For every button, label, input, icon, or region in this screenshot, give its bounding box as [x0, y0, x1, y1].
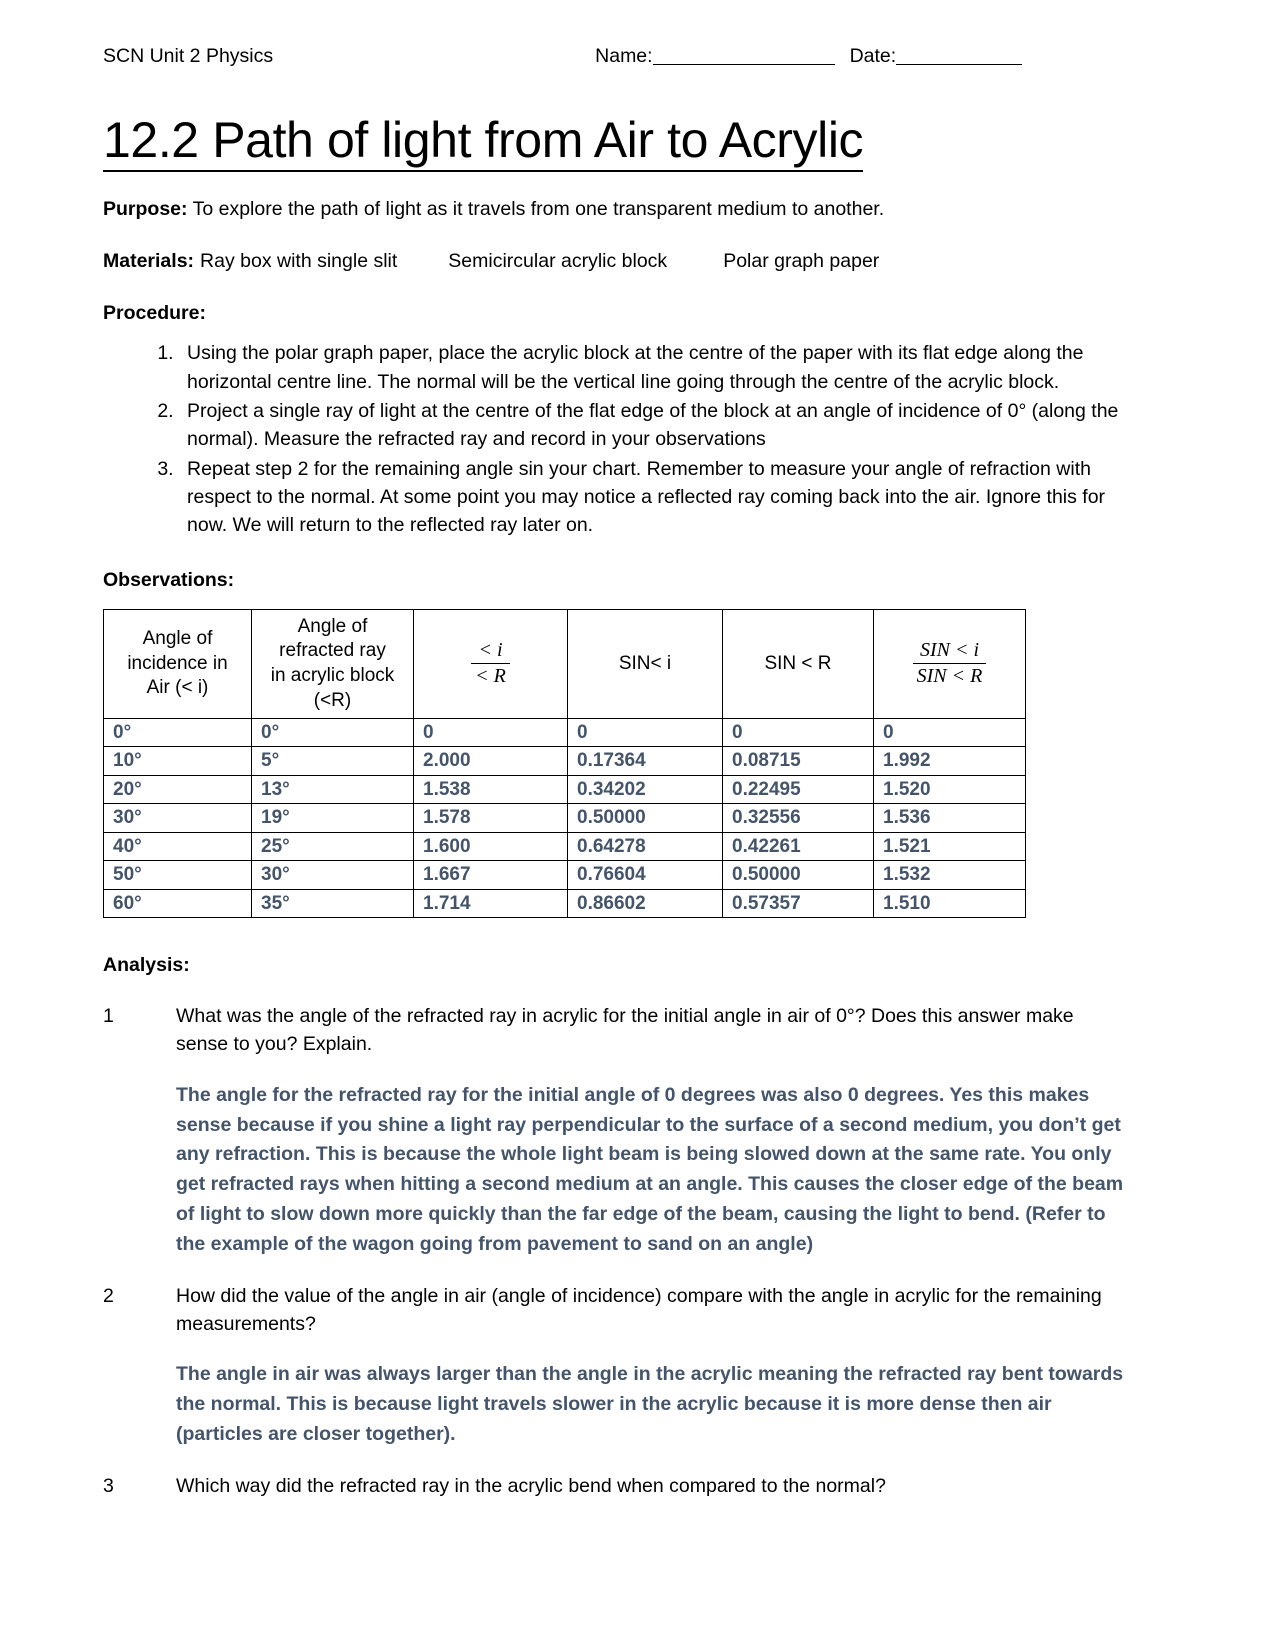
- analysis-answer-1: The angle for the refracted ray for the initial angle of 0 degrees was also 0 degrees. Yes this makes sense because if you shine a light ray perpendicular to the surface of a second medium, you don’t get any refraction. This is because the whole light beam is being slowed down at the same rate. You only get refracted rays when hitting a second medium at an angle. This causes the closer edge of the beam of light to slow down more quickly than the far edge of the beam, causing the light to bend. (Refer to the example of the wagon going from pavement to sand on an angle): [176, 1083, 1124, 1255]
- cell-sin-i[interactable]: 0: [568, 718, 723, 747]
- cell-angle-ratio[interactable]: 1.600: [414, 832, 568, 861]
- fraction-denominator: SIN < R: [913, 663, 987, 689]
- question-text: What was the angle of the refracted ray in acrylic for the initial angle in air of 0°? Does this answer make sense to you? Explain.: [176, 1005, 1074, 1056]
- cell-sine-ratio[interactable]: 1.532: [874, 861, 1026, 890]
- cell-angle-incidence[interactable]: 50°: [104, 861, 252, 890]
- cell-sine-ratio[interactable]: 1.520: [874, 775, 1026, 804]
- cell-sin-r[interactable]: 0: [723, 718, 874, 747]
- cell-sin-i[interactable]: 0.86602: [568, 889, 723, 918]
- cell-angle-refracted[interactable]: 35°: [252, 889, 414, 918]
- cell-angle-ratio[interactable]: 1.578: [414, 804, 568, 833]
- cell-angle-ratio[interactable]: 2.000: [414, 747, 568, 776]
- question-number: 3: [103, 1474, 114, 1497]
- purpose-paragraph: [103, 196, 1125, 224]
- table-row: [104, 889, 1026, 918]
- cell-angle-ratio[interactable]: 1.667: [414, 861, 568, 890]
- col-header-ratio-angles: [414, 609, 568, 718]
- cell-sin-r[interactable]: 0.42261: [723, 832, 874, 861]
- cell-sin-i[interactable]: 0.64278: [568, 832, 723, 861]
- materials-label: Materials:: [103, 250, 195, 273]
- cell-sine-ratio[interactable]: 1.510: [874, 889, 1026, 918]
- course-label: SCN Unit 2 Physics: [103, 45, 274, 67]
- table-row: [104, 747, 1026, 776]
- table-row: [104, 861, 1026, 890]
- procedure-label: Procedure:: [103, 301, 206, 324]
- cell-angle-incidence[interactable]: 10°: [104, 747, 252, 776]
- col-header-line: Angle of: [297, 615, 368, 637]
- purpose-text: To explore the path of light as it travels from one transparent medium to another.: [187, 198, 885, 221]
- date-label: Date:: [849, 45, 897, 67]
- col-header-angle-refracted: [252, 609, 414, 718]
- table-body: [104, 718, 1026, 918]
- col-header-sin-i: SIN< i: [568, 609, 723, 718]
- observations-table: [103, 609, 1026, 919]
- cell-angle-incidence[interactable]: 30°: [104, 804, 252, 833]
- cell-sin-r[interactable]: 0.08715: [723, 747, 874, 776]
- analysis-question-1: [103, 1002, 1125, 1059]
- question-number: 2: [103, 1284, 114, 1307]
- procedure-list: [103, 339, 1125, 539]
- analysis-answer-2: The angle in air was always larger than the angle in the acrylic meaning the refracted ray bent towards the normal. This is because light travels slower in the acrylic because it is more dense then air (particles are closer together).: [176, 1363, 1124, 1445]
- procedure-step: 3. Repeat step 2 for the remaining angle sin your chart. Remember to measure your angle of refraction with respect to the normal. At some point you may notice a reflected ray coming back into the air. Ignore this for now. We will return to the reflected ray later on.: [179, 455, 1125, 540]
- cell-sin-i[interactable]: 0.50000: [568, 804, 723, 833]
- cell-angle-incidence[interactable]: 40°: [104, 832, 252, 861]
- purpose-label: Purpose:: [103, 198, 188, 221]
- cell-angle-incidence[interactable]: 60°: [104, 889, 252, 918]
- fraction-angle-ratio: [471, 639, 510, 689]
- cell-angle-refracted[interactable]: 25°: [252, 832, 414, 861]
- materials-paragraph: [103, 248, 1125, 276]
- col-header-sin-r: SIN < R: [723, 609, 874, 718]
- document-header: [103, 44, 1125, 68]
- page-title: 12.2 Path of light from Air to Acrylic: [103, 112, 863, 172]
- fraction-numerator: SIN < i: [919, 638, 980, 661]
- cell-sine-ratio[interactable]: 0: [874, 718, 1026, 747]
- col-header-line: refracted ray: [279, 640, 386, 662]
- cell-angle-refracted[interactable]: 19°: [252, 804, 414, 833]
- cell-sin-i[interactable]: 0.34202: [568, 775, 723, 804]
- cell-angle-ratio[interactable]: 0: [414, 718, 568, 747]
- col-header-ratio-sines: [874, 609, 1026, 718]
- analysis-question-2: [103, 1282, 1125, 1339]
- analysis-label: Analysis:: [103, 954, 190, 977]
- cell-angle-incidence[interactable]: 20°: [104, 775, 252, 804]
- cell-sine-ratio[interactable]: 1.536: [874, 804, 1026, 833]
- col-header-line: Air (< i): [146, 677, 209, 699]
- cell-angle-ratio[interactable]: 1.714: [414, 889, 568, 918]
- name-blank-line[interactable]: [653, 63, 835, 65]
- col-header-line: (<R): [313, 689, 352, 711]
- table-row: [104, 718, 1026, 747]
- question-text: How did the value of the angle in air (angle of incidence) compare with the angle in acrylic for the remaining measurements?: [176, 1284, 1102, 1335]
- cell-angle-refracted[interactable]: 0°: [252, 718, 414, 747]
- cell-angle-incidence[interactable]: 0°: [104, 718, 252, 747]
- col-header-line: incidence in: [127, 652, 228, 674]
- cell-sine-ratio[interactable]: 1.992: [874, 747, 1026, 776]
- cell-angle-refracted[interactable]: 13°: [252, 775, 414, 804]
- cell-sine-ratio[interactable]: 1.521: [874, 832, 1026, 861]
- cell-sin-r[interactable]: 0.32556: [723, 804, 874, 833]
- col-header-angle-incidence: [104, 609, 252, 718]
- material-item-3: Polar graph paper: [723, 250, 880, 273]
- table-header-row-group: [104, 609, 1026, 718]
- question-number: 1: [103, 1005, 114, 1028]
- procedure-step: 2. Project a single ray of light at the centre of the flat edge of the block at an angle of incidence of 0° (along the normal). Measure the refracted ray and record in your observations: [179, 397, 1125, 454]
- col-header-line: in acrylic block: [270, 664, 395, 686]
- fraction-sine-ratio: [913, 639, 987, 689]
- table-row: [104, 775, 1026, 804]
- cell-angle-refracted[interactable]: 30°: [252, 861, 414, 890]
- page-title-wrap: [103, 76, 1125, 172]
- material-item-2: Semicircular acrylic block: [448, 250, 668, 273]
- date-blank-line[interactable]: [896, 63, 1022, 65]
- fraction-numerator: < i: [478, 638, 503, 661]
- cell-angle-ratio[interactable]: 1.538: [414, 775, 568, 804]
- cell-sin-i[interactable]: 0.76604: [568, 861, 723, 890]
- table-row: [104, 832, 1026, 861]
- cell-sin-r[interactable]: 0.22495: [723, 775, 874, 804]
- table-header-row: [104, 609, 1026, 718]
- procedure-step: 1. Using the polar graph paper, place the acrylic block at the centre of the paper with its flat edge along the horizontal centre line. The normal will be the vertical line going through the centre of the acrylic block.: [179, 339, 1125, 396]
- cell-sin-i[interactable]: 0.17364: [568, 747, 723, 776]
- fraction-denominator: < R: [471, 663, 510, 689]
- col-header-line: Angle of: [142, 627, 213, 649]
- question-text: Which way did the refracted ray in the acrylic bend when compared to the normal?: [176, 1474, 886, 1497]
- name-label: Name:: [595, 45, 653, 67]
- analysis-question-3: [103, 1472, 1125, 1500]
- cell-sin-r[interactable]: 0.50000: [723, 861, 874, 890]
- cell-sin-r[interactable]: 0.57357: [723, 889, 874, 918]
- observations-label: Observations:: [103, 569, 235, 592]
- table-row: [104, 804, 1026, 833]
- material-item-1: Ray box with single slit: [200, 250, 398, 273]
- cell-angle-refracted[interactable]: 5°: [252, 747, 414, 776]
